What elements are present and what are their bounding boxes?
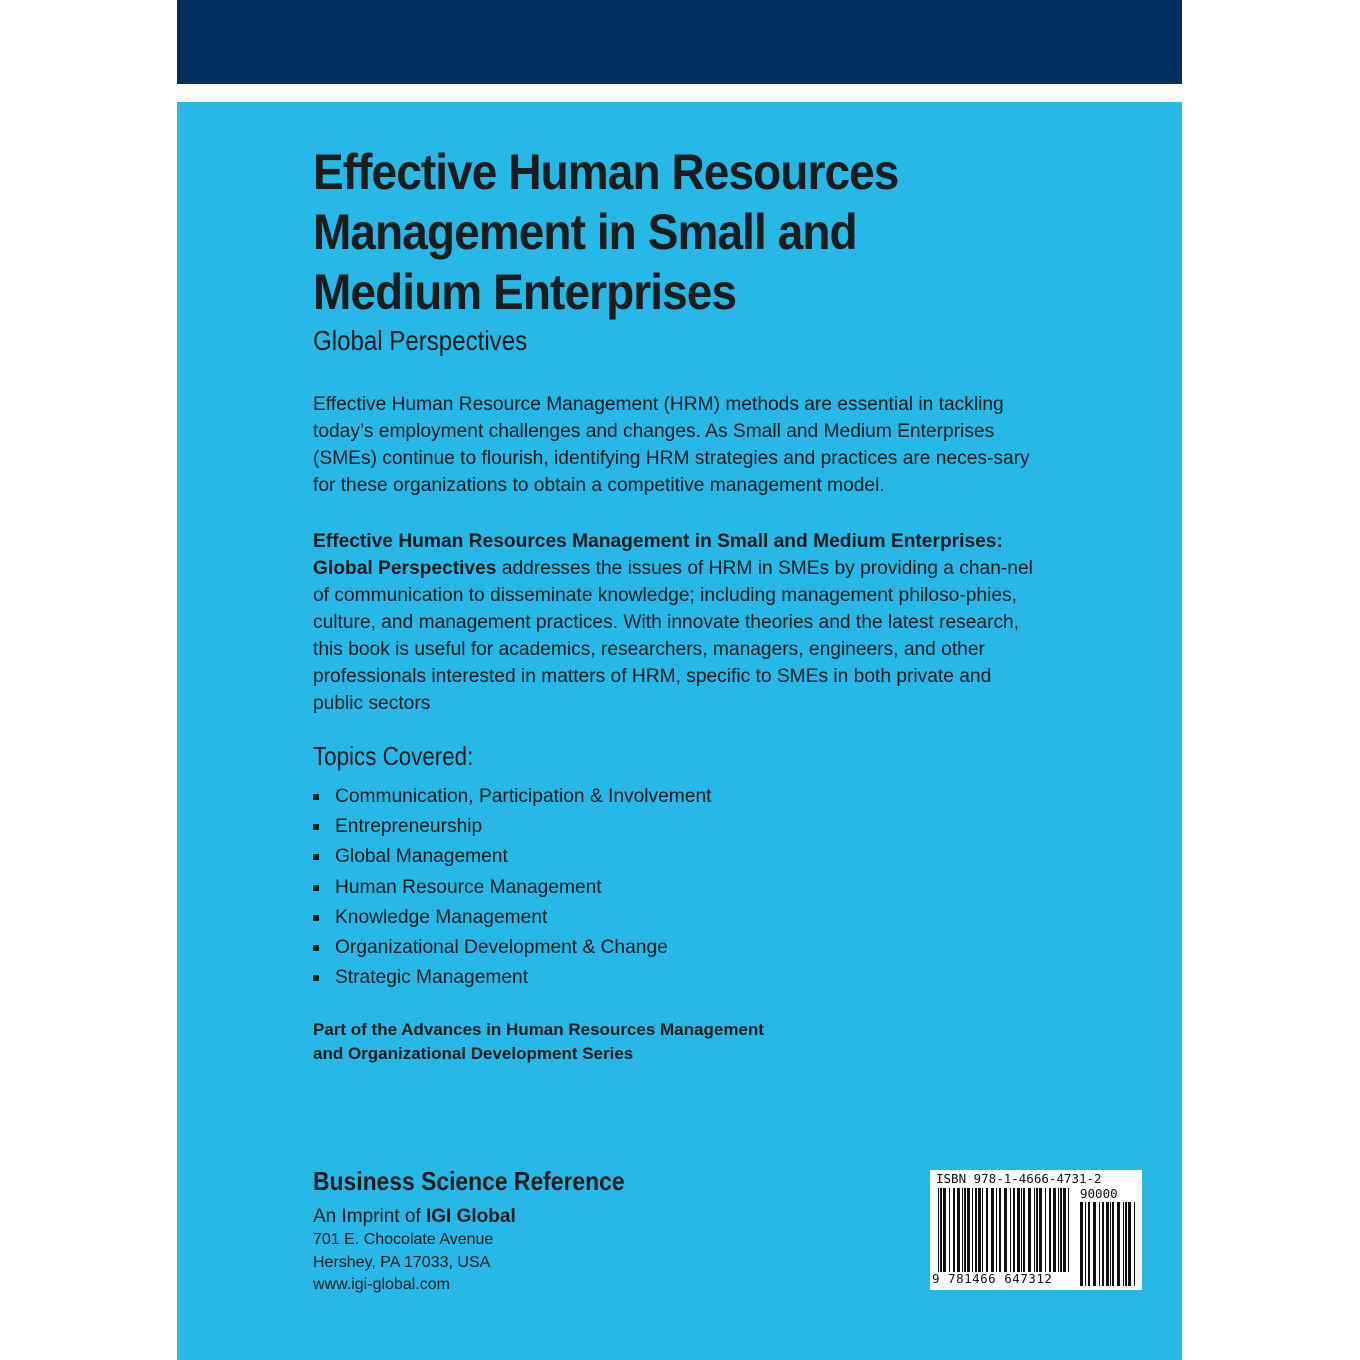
- description-paragraph-1: Effective Human Resource Management (HRM) methods are essential in tackling today’s employment challenges and changes. As Small and Medium Enterprises (SMEs) continue to flourish, identifying HRM strategies and practices are neces-sary for these organizations to obtain a competitive management model.: [313, 394, 1030, 496]
- barcode-bar: [999, 1188, 1001, 1272]
- top-band: [177, 0, 1182, 84]
- publisher-address: [313, 1229, 493, 1297]
- list-item: [313, 782, 711, 812]
- barcode-bar: [940, 1188, 942, 1272]
- barcode-bar: [1125, 1202, 1127, 1286]
- barcode-bar: [1106, 1202, 1109, 1286]
- isbn-barcode: [930, 1170, 1142, 1290]
- barcode-bar: [1049, 1188, 1051, 1272]
- barcode-bar: [953, 1188, 955, 1272]
- barcode-bar: [1093, 1202, 1096, 1286]
- back-cover: [177, 102, 1182, 1360]
- barcode-bar: [1058, 1188, 1059, 1272]
- barcode-bar: [986, 1188, 988, 1272]
- barcode-bar: [1134, 1202, 1135, 1286]
- barcode-bar: [1004, 1188, 1007, 1272]
- imprint-name: IGI Global: [426, 1206, 516, 1227]
- series-line-2: and Organizational Development Series: [313, 1044, 634, 1063]
- barcode-bar: [1036, 1188, 1038, 1272]
- isbn-label: ISBN 978-1-4666-4731-2: [936, 1171, 1102, 1186]
- list-item: [313, 933, 711, 963]
- barcode-digits: 9 781466 647312: [932, 1271, 1053, 1286]
- barcode-bar: [1068, 1188, 1069, 1272]
- list-item: [313, 812, 711, 842]
- barcode-bar: [943, 1188, 946, 1272]
- barcode-bar: [1010, 1188, 1011, 1272]
- barcode-bar: [949, 1188, 950, 1272]
- barcode-bar: [1088, 1202, 1090, 1286]
- bullet-icon: [313, 975, 319, 981]
- barcode-bar: [1060, 1188, 1062, 1272]
- bullet-icon: [313, 945, 319, 951]
- book-title: Effective Human Resources Management in Small and Medium Enterprises: [313, 144, 899, 320]
- series-line-1: Part of the Advances in Human Resources Management: [313, 1020, 764, 1039]
- barcode-bar: [1039, 1188, 1042, 1272]
- barcode-bar: [1053, 1188, 1056, 1272]
- topics-list: [313, 782, 711, 993]
- barcode-bar: [1013, 1188, 1015, 1272]
- topic-label: Human Resource Management: [335, 876, 602, 898]
- topics-heading: Topics Covered:: [313, 741, 474, 771]
- barcode-bar: [1080, 1202, 1083, 1286]
- description-paragraph-2: [313, 528, 1043, 717]
- barcode-bar: [996, 1188, 997, 1272]
- bullet-icon: [313, 885, 319, 891]
- list-item: [313, 873, 711, 903]
- barcode-bar: [1034, 1188, 1035, 1272]
- bullet-icon: [313, 915, 319, 921]
- topic-label: Communication, Participation & Involvement: [335, 786, 712, 807]
- address-line-2: Hershey, PA 17033, USA: [313, 1253, 491, 1271]
- barcode-bar: [982, 1188, 983, 1272]
- address-line-1: 701 E. Chocolate Avenue: [313, 1231, 494, 1248]
- barcode-bar: [1110, 1202, 1111, 1286]
- description-body: addresses the issues of HRM in SMEs by providing a chan-nel of communication to disseminate knowledge; including management philoso-phies, culture, and management practices. With innovate theories and the latest research, this book is useful for academics, researchers, managers, engineers, and other professionals interested in matters of HRM, specific to SMEs in both private and public sectors: [313, 558, 1033, 714]
- barcode-bar: [1085, 1202, 1086, 1286]
- barcode-bar: [975, 1188, 977, 1272]
- barcode-bar: [1099, 1202, 1100, 1286]
- bullet-icon: [313, 854, 319, 860]
- topic-label: Global Management: [335, 846, 508, 868]
- website: www.igi-global.com: [313, 1276, 450, 1293]
- barcode-bar: [957, 1188, 960, 1272]
- topic-label: Entrepreneurship: [335, 816, 483, 838]
- barcode-bar: [1023, 1188, 1025, 1272]
- imprint-line: [313, 1205, 516, 1229]
- barcode-bar: [1028, 1188, 1031, 1272]
- barcode-bar: [1063, 1188, 1066, 1272]
- topic-label: Strategic Management: [335, 967, 529, 989]
- imprint-prefix: An Imprint of: [313, 1206, 426, 1227]
- barcode-bar: [962, 1188, 963, 1272]
- book-subtitle: Global Perspectives: [313, 325, 528, 356]
- list-item: [313, 842, 711, 872]
- barcode-bar: [964, 1188, 966, 1272]
- description-bold-title: Effective Human Resources Management in Small and Medium Enterprises: Global Perspectives: [313, 531, 1003, 579]
- barcode-bar: [1102, 1202, 1104, 1286]
- barcode-bar: [1128, 1202, 1131, 1286]
- barcode-bar: [972, 1188, 973, 1272]
- barcode-bar: [1117, 1202, 1120, 1286]
- bullet-icon: [313, 794, 319, 800]
- topic-label: Organizational Development & Change: [335, 937, 668, 959]
- list-item: [313, 963, 711, 993]
- barcode-bar: [1017, 1188, 1020, 1272]
- barcode-bar: [1123, 1202, 1124, 1286]
- list-item: [313, 903, 711, 933]
- publisher-name: Business Science Reference: [313, 1166, 625, 1196]
- barcode-bar: [1021, 1188, 1022, 1272]
- topic-label: Knowledge Management: [335, 906, 548, 928]
- barcode-bar: [991, 1188, 994, 1272]
- barcode-bar: [1112, 1202, 1114, 1286]
- barcode-bar: [938, 1188, 939, 1272]
- bullet-icon: [313, 824, 319, 830]
- barcode-bar: [1045, 1188, 1046, 1272]
- barcode-addon-digits: 90000: [1080, 1186, 1118, 1201]
- barcode-bar: [978, 1188, 981, 1272]
- barcode-bar: [967, 1188, 970, 1272]
- series-note: [313, 1018, 764, 1066]
